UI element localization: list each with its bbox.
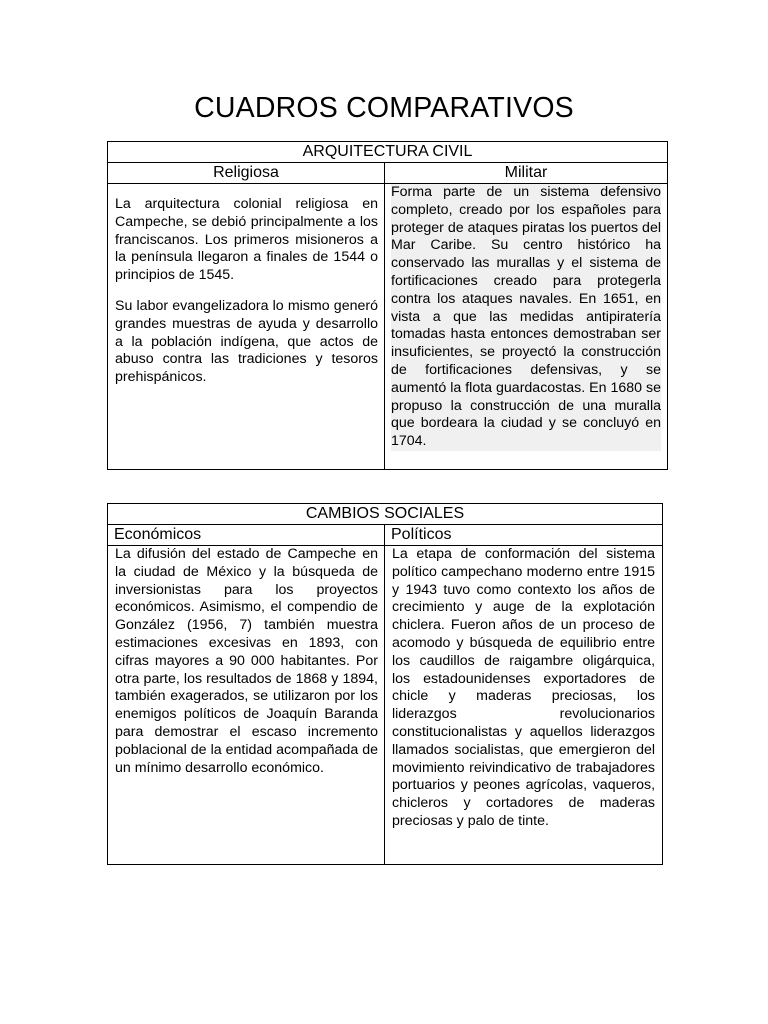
column-header-economicos: Económicos (108, 525, 385, 546)
religiosa-paragraph-2: Su labor evangelizadora lo mismo generó grandes muestras de ayuda y desarrollo a la población indígena, que actos de abuso contra las tradiciones y tesoros prehispánicos. (115, 297, 378, 386)
page-title: CUADROS COMPARATIVOS (194, 92, 574, 124)
architecture-table (107, 141, 668, 470)
column-header-religiosa: Religiosa (108, 163, 385, 184)
column-header-politicos: Políticos (385, 525, 663, 546)
politicos-paragraph: La etapa de conformación del sistema político campechano moderno entre 1915 y 1943 tuvo como contexto los años de crecimiento y auge de la explotación chiclera. Fueron años de un proceso de acomodo y búsqueda de equilibrio entre los caudillos de raigambre oligárquica, los estadounidenses exportadores de chicle y maderas preciosas, los liderazgos revolucionarios constitucionalistas y aquellos liderazgos llamados socialistas, que emergieron del movimiento reivindicativo de trabajadores portuarios y peones agrícolas, vaqueros, chicleros y cortadores de maderas preciosas y palo de tinte. (392, 546, 656, 829)
architecture-table-caption: ARQUITECTURA CIVIL (108, 142, 668, 163)
religiosa-paragraph-1: La arquitectura colonial religiosa en Campeche, se debió principalmente a los franciscanos. Los primeros misioneros a la península llegaron a finales de 1544 o principios de 1545. (115, 196, 378, 284)
economicos-cell (108, 546, 385, 865)
militar-paragraph: Forma parte de un sistema defensivo completo, creado por los españoles para proteger de ataques piratas los puertos del Mar Caribe. Su centro histórico ha conservado las murallas y el sistema de fortificaciones creado para protegerla contra los ataques navales. En 1651, en vista a que las medidas antipiratería tomadas hasta entonces demostraban ser insuficientes, se proyectó la construcción de fortificaciones defensivas, y se aumentó la flota guardacostas. En 1680 se propuso la construcción de una muralla que bordeara la ciudad y se concluyó en 1704. (391, 184, 661, 450)
religiosa-cell (108, 184, 385, 470)
column-header-militar: Militar (385, 163, 668, 184)
politicos-cell (385, 546, 663, 865)
economicos-paragraph: La difusión del estado de Campeche en la ciudad de México y la búsqueda de inversionistas para los proyectos económicos. Asimismo, el compendio de González (1956, 7) también muestra estimaciones excesivas en 1893, con cifras mayores a 90 000 habitantes. Por otra parte, los resultados de 1868 y 1894, también exagerados, se utilizaron por los enemigos políticos de Joaquín Baranda para demostrar el escaso incremento poblacional de la entidad acompañada de un mínimo desarrollo económico. (115, 546, 378, 776)
social-changes-table (107, 503, 663, 865)
social-changes-table-caption: CAMBIOS SOCIALES (108, 504, 663, 525)
militar-cell (385, 184, 668, 470)
